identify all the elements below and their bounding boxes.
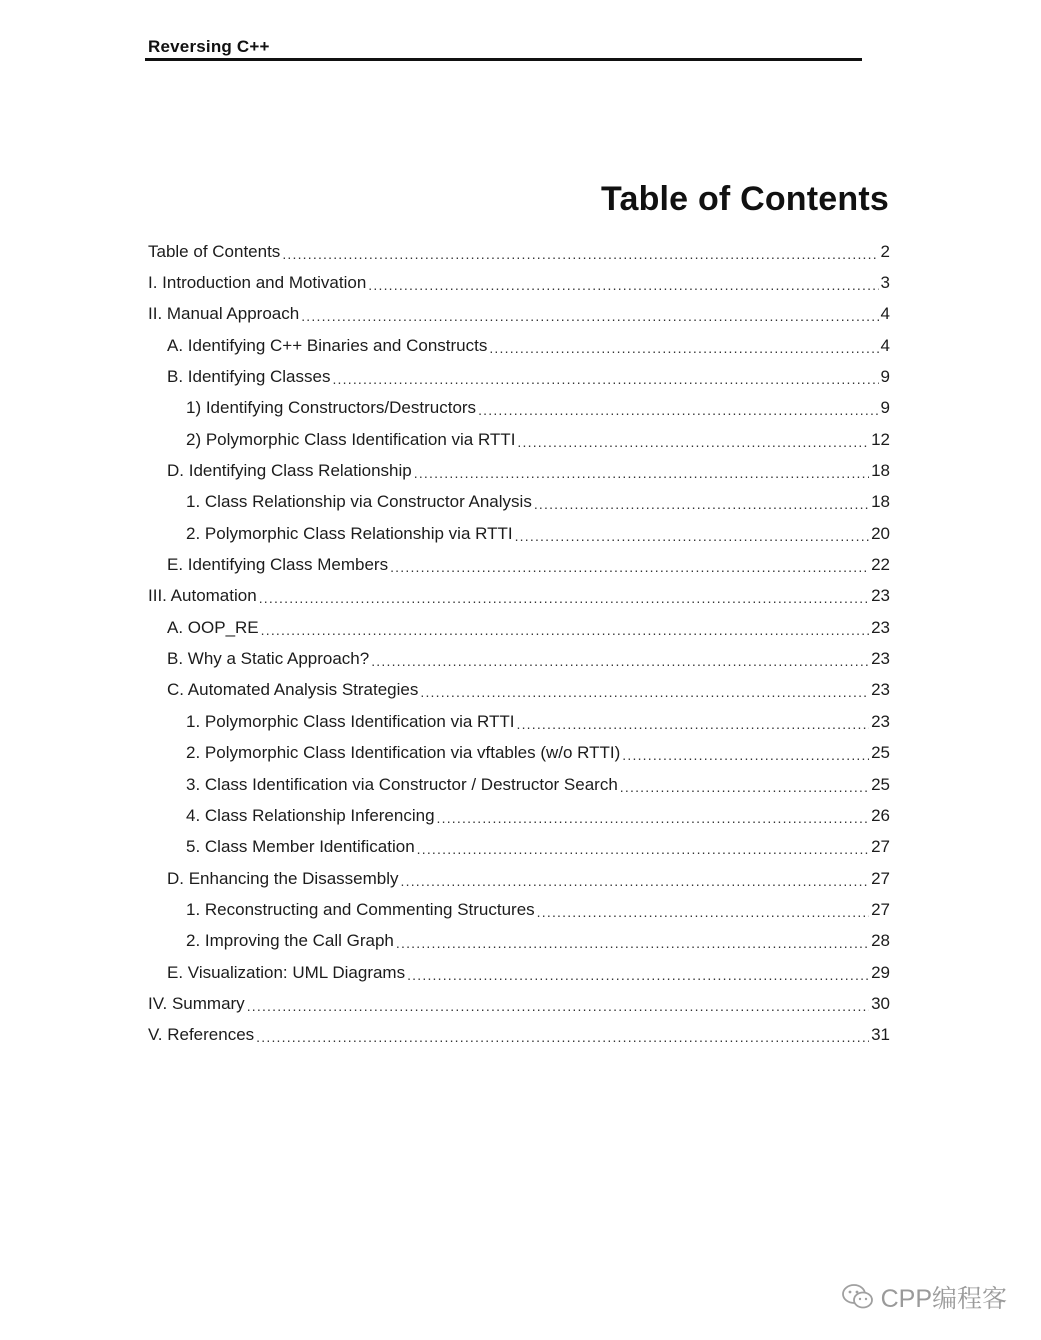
- toc-entry-page-number: 23: [871, 711, 890, 731]
- toc-entry-page-number: 22: [871, 555, 890, 575]
- toc-entry[interactable]: [148, 675, 890, 706]
- toc-entry-label: III. Automation: [148, 586, 257, 606]
- toc-entry-label: IV. Summary: [148, 993, 245, 1013]
- toc-entry-label: B. Why a Static Approach?: [167, 649, 370, 669]
- wechat-icon: [841, 1282, 875, 1312]
- toc-entry[interactable]: [148, 393, 890, 424]
- toc-entry[interactable]: [148, 518, 890, 549]
- toc-entry-page-number: 31: [871, 1025, 890, 1045]
- toc-entry[interactable]: [148, 1020, 890, 1051]
- toc-entry-label: D. Enhancing the Disassembly: [167, 868, 399, 888]
- toc-entry[interactable]: [148, 361, 890, 392]
- toc-entry-label: 3. Class Identification via Constructor / Destructor Search: [186, 774, 618, 794]
- toc-leader-dots: [414, 465, 869, 481]
- toc-entry-page-number: 9: [880, 367, 890, 387]
- toc-leader-dots: [420, 684, 869, 700]
- toc-entry-label: 1. Class Relationship via Constructor Analysis: [186, 492, 532, 512]
- toc-leader-dots: [489, 340, 878, 356]
- toc-entry-label: A. Identifying C++ Binaries and Constructs: [167, 335, 488, 355]
- toc-entry-page-number: 4: [880, 335, 890, 355]
- toc-entry-page-number: 4: [880, 304, 890, 324]
- toc-entry[interactable]: [148, 612, 890, 643]
- toc-entry[interactable]: [148, 236, 890, 267]
- toc-entry-page-number: 27: [871, 868, 890, 888]
- toc-entry-label: 5. Class Member Identification: [186, 837, 415, 857]
- toc-leader-dots: [301, 308, 878, 324]
- toc-leader-dots: [368, 277, 878, 293]
- toc-entry-page-number: 18: [871, 461, 890, 481]
- toc-leader-dots: [622, 747, 869, 763]
- toc-entry-label: 2. Polymorphic Class Identification via vftables (w/o RTTI): [186, 743, 621, 763]
- toc-entry-label: 1. Polymorphic Class Identification via RTTI: [186, 711, 515, 731]
- toc-leader-dots: [478, 402, 878, 418]
- toc-entry[interactable]: [148, 800, 890, 831]
- toc-entry[interactable]: [148, 424, 890, 455]
- toc-entry-label: C. Automated Analysis Strategies: [167, 680, 419, 700]
- toc-entry-label: 1. Reconstructing and Commenting Structures: [186, 899, 535, 919]
- toc-entry[interactable]: [148, 299, 890, 330]
- toc-entry-page-number: 9: [880, 398, 890, 418]
- toc-leader-dots: [259, 590, 869, 606]
- toc-leader-dots: [282, 246, 878, 262]
- toc-entry[interactable]: [148, 832, 890, 863]
- toc-list: [148, 236, 890, 1051]
- toc-entry[interactable]: [148, 487, 890, 518]
- toc-entry[interactable]: [148, 330, 890, 361]
- toc-entry[interactable]: [148, 267, 890, 298]
- toc-entry-label: Table of Contents: [148, 241, 281, 261]
- toc-entry-page-number: 23: [871, 586, 890, 606]
- toc-leader-dots: [247, 998, 869, 1014]
- toc-entry-page-number: 3: [880, 273, 890, 293]
- toc-leader-dots: [620, 779, 869, 795]
- toc-entry-label: E. Visualization: UML Diagrams: [167, 962, 406, 982]
- toc-entry-page-number: 12: [871, 429, 890, 449]
- toc-entry-page-number: 29: [871, 962, 890, 982]
- toc-entry-label: A. OOP_RE: [167, 617, 259, 637]
- toc-entry-label: E. Identifying Class Members: [167, 555, 389, 575]
- toc-leader-dots: [401, 873, 870, 889]
- toc-entry-page-number: 23: [871, 649, 890, 669]
- toc-entry-page-number: 23: [871, 680, 890, 700]
- toc-entry[interactable]: [148, 957, 890, 988]
- toc-entry[interactable]: [148, 549, 890, 580]
- toc-leader-dots: [417, 841, 869, 857]
- header-rule: [145, 58, 862, 61]
- toc-leader-dots: [516, 716, 869, 732]
- toc-leader-dots: [332, 371, 878, 387]
- toc-entry[interactable]: [148, 455, 890, 486]
- toc-leader-dots: [517, 434, 869, 450]
- watermark: [841, 1279, 1007, 1315]
- toc-entry[interactable]: [148, 926, 890, 957]
- toc-entry[interactable]: [148, 581, 890, 612]
- toc-entry-page-number: 28: [871, 931, 890, 951]
- toc-entry[interactable]: [148, 769, 890, 800]
- toc-entry-page-number: 30: [871, 993, 890, 1013]
- toc-leader-dots: [515, 528, 869, 544]
- toc-entry-label: 4. Class Relationship Inferencing: [186, 805, 435, 825]
- toc-entry-page-number: 26: [871, 805, 890, 825]
- toc-entry-label: B. Identifying Classes: [167, 367, 331, 387]
- toc-entry[interactable]: [148, 894, 890, 925]
- toc-leader-dots: [407, 967, 869, 983]
- toc-leader-dots: [256, 1029, 869, 1045]
- toc-entry[interactable]: [148, 738, 890, 769]
- toc-entry-page-number: 23: [871, 617, 890, 637]
- toc-entry-page-number: 25: [871, 774, 890, 794]
- toc-entry-page-number: 25: [871, 743, 890, 763]
- watermark-text: CPP编程客: [880, 1285, 1007, 1313]
- toc-entry[interactable]: [148, 863, 890, 894]
- toc-entry-label: 2. Improving the Call Graph: [186, 931, 394, 951]
- toc-leader-dots: [261, 622, 869, 638]
- toc-entry[interactable]: [148, 706, 890, 737]
- toc-leader-dots: [437, 810, 870, 826]
- toc-entry-label: II. Manual Approach: [148, 304, 300, 324]
- toc-entry-page-number: 27: [871, 899, 890, 919]
- toc-entry-page-number: 18: [871, 492, 890, 512]
- toc-leader-dots: [537, 904, 869, 920]
- toc-entry[interactable]: [148, 988, 890, 1019]
- toc-leader-dots: [371, 653, 869, 669]
- toc-entry-label: 2. Polymorphic Class Relationship via RTTI: [186, 523, 513, 543]
- running-header: Reversing C++: [148, 37, 270, 56]
- toc-entry[interactable]: [148, 643, 890, 674]
- toc-entry-label: 1) Identifying Constructors/Destructors: [186, 398, 477, 418]
- toc-entry-label: V. References: [148, 1025, 255, 1045]
- toc-leader-dots: [396, 935, 869, 951]
- toc-entry-page-number: 27: [871, 837, 890, 857]
- toc-entry-label: D. Identifying Class Relationship: [167, 461, 412, 481]
- toc-leader-dots: [390, 559, 869, 575]
- toc-entry-page-number: 2: [880, 241, 890, 261]
- toc-leader-dots: [534, 496, 869, 512]
- toc-entry-label: I. Introduction and Motivation: [148, 273, 367, 293]
- toc-entry-label: 2) Polymorphic Class Identification via RTTI: [186, 429, 516, 449]
- page-title: Table of Contents: [601, 180, 889, 218]
- toc-entry-page-number: 20: [871, 523, 890, 543]
